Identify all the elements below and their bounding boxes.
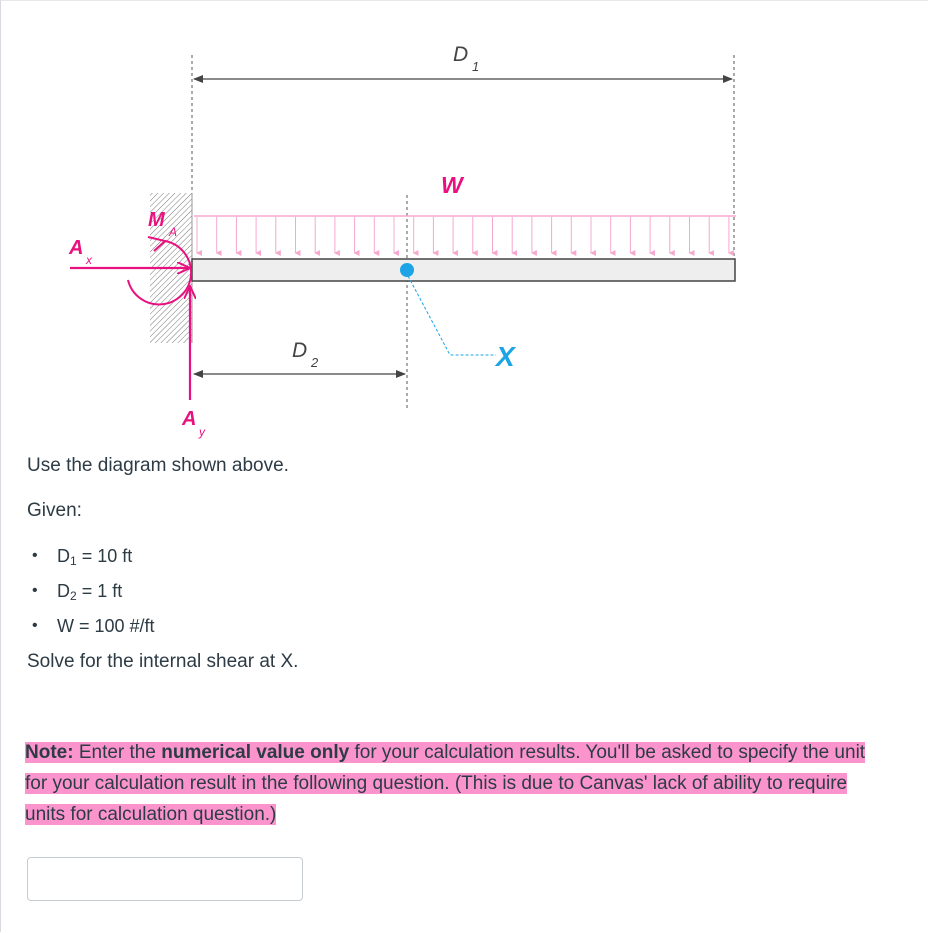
- ay-label: A: [182, 408, 197, 430]
- note-highlight: Note: Enter the numerical value only for your calculation results. You'll be asked to specify the unit for your calculation result in the following question. (This is due to Canvas' lack of ability to require units for calculation question.): [25, 742, 866, 825]
- ma-label: M: [148, 209, 165, 231]
- beam-diagram: [0, 0, 929, 450]
- d1-label: D: [453, 43, 469, 66]
- given-item-d2: • $D_2 = 1$ ft: [30, 576, 155, 611]
- ax-label: A: [69, 237, 84, 259]
- ma-subscript: A: [169, 225, 178, 239]
- ay-subscript: y: [199, 425, 205, 439]
- x-label: X: [496, 341, 515, 372]
- note-emphasis: numerical value only: [161, 742, 350, 763]
- point-x-marker: [400, 263, 414, 277]
- given-item-d1: • $D_1 = 10$ ft: [30, 541, 155, 576]
- question-prompt: Solve for the internal shear at X.: [27, 651, 299, 672]
- d2-label: D: [292, 339, 308, 362]
- beam: [192, 259, 735, 281]
- note-label: Note:: [25, 742, 74, 763]
- given-heading: Given:: [27, 500, 82, 521]
- answer-input[interactable]: [27, 857, 303, 901]
- given-list: [30, 541, 155, 641]
- d1-subscript: 1: [472, 59, 480, 74]
- d2-subscript: 2: [311, 355, 319, 370]
- w-label: W: [441, 172, 463, 198]
- point-x-leader: [408, 276, 496, 355]
- given-item-w: • W = 100 #/ft: [30, 611, 155, 641]
- ax-subscript: x: [86, 253, 92, 267]
- diagram-instruction: Use the diagram shown above.: [27, 455, 289, 476]
- distributed-load-arrows: [197, 217, 729, 253]
